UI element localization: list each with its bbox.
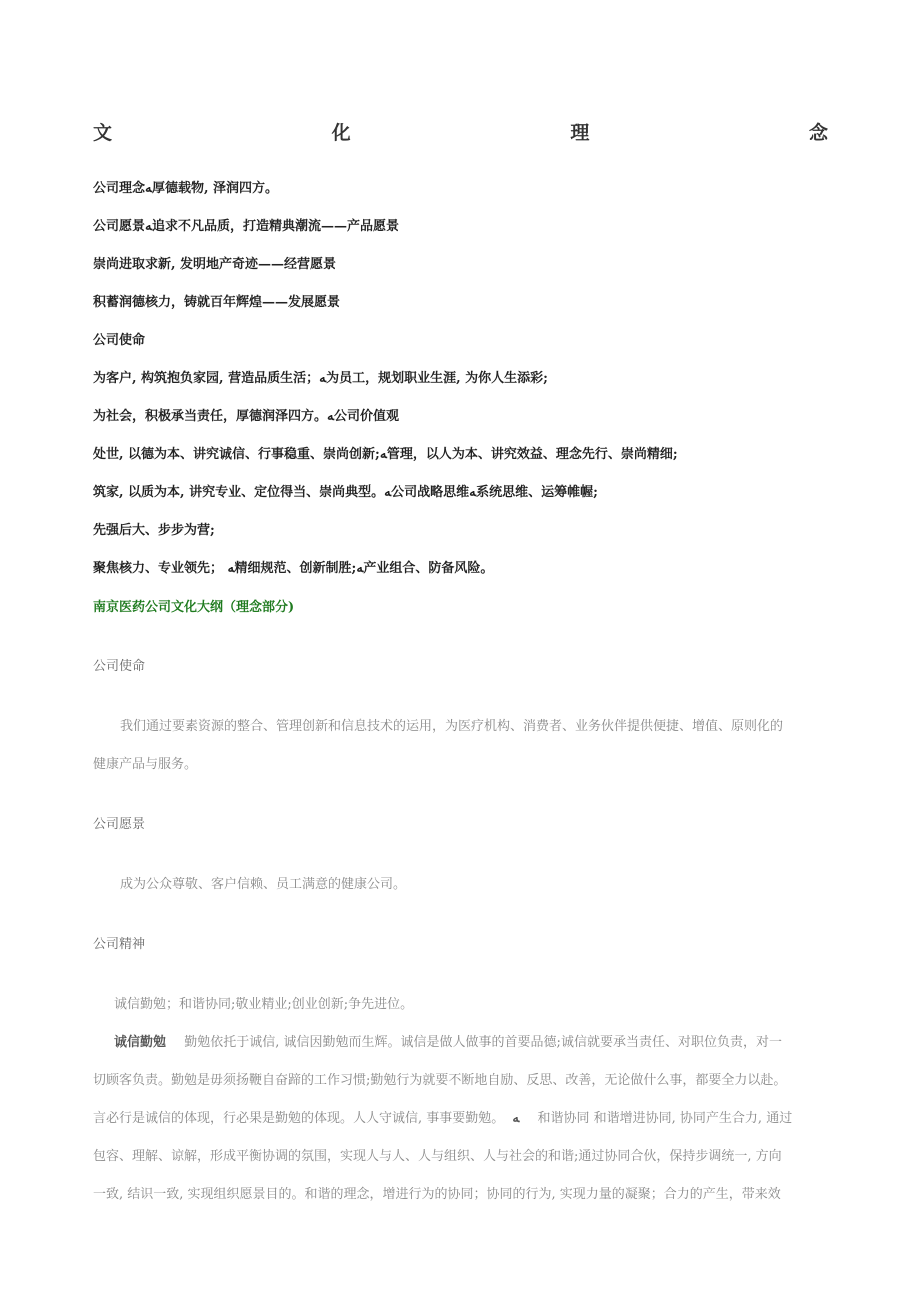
mission-label-line: 公司使命: [93, 333, 146, 348]
mission-customers-line: 为客户, 构筑抱负家园, 营造品质生活；ﻪ为员工，规划职业生涯, 为你人生添彩;: [93, 371, 548, 386]
paragraph-line-1: [114, 1031, 854, 1050]
outline-heading: 南京医药公司文化大纲（理念部分): [93, 600, 295, 615]
title-char: 文: [93, 122, 113, 144]
mission-text-line-2: 健康产品与服务。: [93, 757, 198, 772]
spirit-text: 诚信勤勉；和谐协同;敬业精业;创业创新;争先进位。: [114, 997, 414, 1012]
development-vision-line: 积蓄润德核力，铸就百年辉煌——发展愿景: [93, 295, 341, 310]
title-char: 理: [570, 122, 590, 144]
mission-text-line-1: 我们通过要素资源的整合、管理创新和信息技术的运用，为医疗机构、消费者、业务伙伴提供便捷、增值、原则化的: [120, 719, 784, 734]
business-vision-line: 崇尚进取求新, 发明地产奇迹——经营愿景: [93, 257, 337, 272]
company-philosophy-line: 公司理念ﻪ厚德载物, 泽润四方。: [93, 181, 279, 196]
paragraph-line-1-text: 勤勉依托于诚信, 诚信因勤勉而生辉。诚信是做人做事的首要品德;诚信就要承当责任、对职位负责，对一: [184, 1035, 782, 1050]
list-marker: ﻪ: [512, 1111, 520, 1126]
integrity-term: 诚信勤勉: [114, 1035, 167, 1050]
mission-society-line: 为社会，积极承当责任，厚德润泽四方。ﻪ公司价值观: [93, 409, 400, 424]
title-char: 化: [331, 122, 351, 144]
mission-heading: 公司使命: [93, 659, 146, 674]
page-title: [93, 118, 828, 144]
paragraph-line-4: 包容、理解、谅解，形成平衡协调的氛围，实现人与人、人与组织、人与社会的和谐;通过协同合伙，保持步调统一, 方向: [93, 1149, 782, 1164]
company-vision-line: 公司愿景ﻪ追求不凡品质，打造精典潮流——产品愿景: [93, 219, 400, 234]
title-char: 念: [808, 122, 828, 144]
paragraph-line-2: 切顾客负责。勤勉是毋须扬鞭自奋蹄的工作习惯;勤勉行为就要不断地自励、反思、改善，无论做什么事，都要全力以赴。: [93, 1073, 787, 1088]
paragraph-line-3-text-a: 言必行是诚信的体现，行必果是勤勉的体现。人人守诚信, 事事要勤勉。: [93, 1111, 505, 1126]
values-conduct-line: 处世, 以德为本、讲究诚信、行事稳重、崇尚创新;ﻪ管理，以人为本、讲究效益、理念先行、崇尚精细;: [93, 447, 678, 462]
paragraph-line-3: [93, 1107, 833, 1126]
strategy-line-1: 先强后大、步步为营;: [93, 523, 215, 538]
paragraph-line-5: 一致, 结识一致, 实现组织愿景目的。和谐的理念，增进行为的协同；协同的行为, 实现力量的凝聚；合力的产生，带来效: [93, 1187, 781, 1202]
paragraph-line-3-text-b: 和谐协同 和谐增进协同, 协同产生合力, 通过: [537, 1111, 793, 1126]
strategy-line-2: 聚焦核力、专业领先； ﻪ精细规范、创新制胜;ﻪ产业组合、防备风险。: [93, 561, 494, 576]
vision-heading: 公司愿景: [93, 817, 146, 832]
spirit-heading: 公司精神: [93, 937, 146, 952]
values-building-line: 筑家, 以质为本, 讲究专业、定位得当、崇尚典型。ﻪ公司战略思维ﻪ系统思维、运筹帷幄;: [93, 485, 598, 500]
vision-text: 成为公众尊敬、客户信赖、员工满意的健康公司。: [120, 877, 407, 892]
